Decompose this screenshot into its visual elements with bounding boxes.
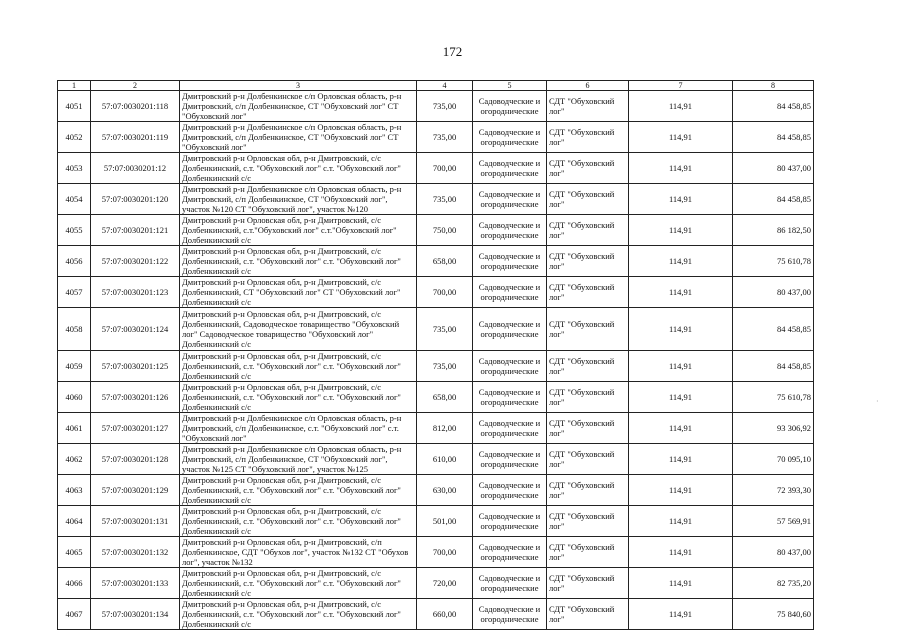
header-row [58,81,814,91]
cell-cadastral-number: 57:07:0030201:129 [91,475,180,506]
margin-mark: · [876,397,879,406]
cell-owner: СДТ "Обуховский лог" [547,599,629,630]
cell-owner: СДТ "Обуховский лог" [547,91,629,122]
page-number: 172 [442,44,463,59]
cell-area: 630,00 [417,475,473,506]
cell-address: Дмитровский р-н Долбенкинское с/п Орловская область, р-н Дмитровский, с/п Долбенкинское, СТ "Обуховский лог", участок №120 СТ "Обуховский лог", участок №120 [180,184,417,215]
cell-address: Дмитровский р-н Орловская обл, р-н Дмитровский, с/с Долбенкинский, с.т. "Обуховский лог" с.т. "Обуховский лог" Долбенкинский с/с [180,351,417,382]
table-row [58,277,814,308]
cell-row-number: 4051 [58,91,91,122]
table-row [58,351,814,382]
cell-area: 658,00 [417,246,473,277]
cell-cadastral-number: 57:07:0030201:133 [91,568,180,599]
cell-area: 735,00 [417,184,473,215]
cell-address: Дмитровский р-н Орловская обл, р-н Дмитровский, с/с Долбенкинский, Садоводческое товарищество "Обуховский лог" Садоводческое товарищество "Обуховский лог" Долбенкинский с/с [180,308,417,351]
cell-specific-value: 114,91 [629,91,733,122]
cell-specific-value: 114,91 [629,308,733,351]
cell-specific-value: 114,91 [629,444,733,475]
cell-address: Дмитровский р-н Долбенкинское с/п Орловская область, р-н Дмитровский, с/п Долбенкинское, СТ "Обуховский лог", участок №125 СТ "Обуховский лог", участок №125 [180,444,417,475]
cell-cadastral-number: 57:07:0030201:118 [91,91,180,122]
cell-address: Дмитровский р-н Орловская обл, р-н Дмитровский, с/с Долбенкинский, СТ "Обуховский лог" СТ "Обуховский лог" Долбенкинский с/с [180,277,417,308]
cell-area: 750,00 [417,215,473,246]
cell-specific-value: 114,91 [629,506,733,537]
cell-address: Дмитровский р-н Долбенкинское с/п Орловская область, р-н Дмитровский, с/п Долбенкинское, СТ "Обуховский лог" СТ "Обуховский лог" [180,122,417,153]
cell-permitted-use: Садоводческие и огороднические [473,382,547,413]
cell-permitted-use: Садоводческие и огороднические [473,277,547,308]
cell-area: 700,00 [417,277,473,308]
cell-row-number: 4059 [58,351,91,382]
cell-permitted-use: Садоводческие и огороднические [473,506,547,537]
cell-row-number: 4062 [58,444,91,475]
cell-address: Дмитровский р-н Орловская обл, р-н Дмитровский, с/с Долбенкинский, с.т. "Обуховский лог" с.т. "Обуховский лог" Долбенкинский с/с [180,382,417,413]
cell-owner: СДТ "Обуховский лог" [547,568,629,599]
cell-row-number: 4063 [58,475,91,506]
cell-area: 700,00 [417,537,473,568]
col-header-4: 4 [417,81,473,91]
cell-specific-value: 114,91 [629,568,733,599]
cell-row-number: 4067 [58,599,91,630]
cell-area: 812,00 [417,413,473,444]
table-row [58,246,814,277]
cell-permitted-use: Садоводческие и огороднические [473,444,547,475]
cell-cadastral-value: 93 306,92 [733,413,814,444]
cell-permitted-use: Садоводческие и огороднические [473,153,547,184]
cell-owner: СДТ "Обуховский лог" [547,537,629,568]
col-header-7: 7 [629,81,733,91]
cell-row-number: 4054 [58,184,91,215]
cell-owner: СДТ "Обуховский лог" [547,246,629,277]
cell-address: Дмитровский р-н Орловская обл, р-н Дмитровский, с/с Долбенкинский, с.т. "Обуховский лог" с.т. "Обуховский лог" Долбенкинский с/с [180,246,417,277]
cell-address: Дмитровский р-н Орловская обл, р-н Дмитровский, с/с Долбенкинский, с.т. "Обуховский лог" с.т. "Обуховский лог" Долбенкинский с/с [180,599,417,630]
cell-owner: СДТ "Обуховский лог" [547,215,629,246]
cell-owner: СДТ "Обуховский лог" [547,413,629,444]
cell-specific-value: 114,91 [629,153,733,184]
cell-area: 610,00 [417,444,473,475]
cell-permitted-use: Садоводческие и огороднические [473,184,547,215]
cell-area: 660,00 [417,599,473,630]
cell-address: Дмитровский р-н Орловская обл, р-н Дмитровский, с/с Долбенкинский, с.т."Обуховский лог" с.т."Обуховский лог" Долбенкинский с/с [180,215,417,246]
cell-address: Дмитровский р-н Орловская обл, р-н Дмитровский, с/с Долбенкинский, с.т. "Обуховский лог" с.т. "Обуховский лог" Долбенкинский с/с [180,153,417,184]
cell-cadastral-value: 75 610,78 [733,382,814,413]
cell-permitted-use: Садоводческие и огороднические [473,215,547,246]
cell-specific-value: 114,91 [629,537,733,568]
cell-permitted-use: Садоводческие и огороднические [473,308,547,351]
cell-owner: СДТ "Обуховский лог" [547,351,629,382]
cell-row-number: 4052 [58,122,91,153]
cell-row-number: 4066 [58,568,91,599]
cell-row-number: 4064 [58,506,91,537]
cell-cadastral-value: 75 610,78 [733,246,814,277]
cell-specific-value: 114,91 [629,351,733,382]
table-row [58,184,814,215]
col-header-3: 3 [180,81,417,91]
cell-area: 658,00 [417,382,473,413]
table-row [58,91,814,122]
cell-area: 735,00 [417,122,473,153]
cell-permitted-use: Садоводческие и огороднические [473,246,547,277]
cell-cadastral-value: 84 458,85 [733,184,814,215]
cell-row-number: 4058 [58,308,91,351]
cell-cadastral-number: 57:07:0030201:128 [91,444,180,475]
cell-cadastral-number: 57:07:0030201:119 [91,122,180,153]
cell-address: Дмитровский р-н Орловская обл, р-н Дмитровский, с/с Долбенкинский, с.т. "Обуховский лог" с.т. "Обуховский лог" Долбенкинский с/с [180,568,417,599]
cell-cadastral-number: 57:07:0030201:131 [91,506,180,537]
cell-permitted-use: Садоводческие и огороднические [473,475,547,506]
col-header-1: 1 [58,81,91,91]
table-row [58,382,814,413]
cell-cadastral-number: 57:07:0030201:122 [91,246,180,277]
col-header-2: 2 [91,81,180,91]
table-row [58,215,814,246]
cell-area: 735,00 [417,351,473,382]
cell-cadastral-value: 86 182,50 [733,215,814,246]
cell-cadastral-value: 80 437,00 [733,153,814,184]
cell-cadastral-value: 82 735,20 [733,568,814,599]
table-row [58,537,814,568]
cell-address: Дмитровский р-н Орловская обл, р-н Дмитровский, с/с Долбенкинский, с.т. "Обуховский лог" с.т. "Обуховский лог" Долбенкинский с/с [180,475,417,506]
cell-permitted-use: Садоводческие и огороднические [473,413,547,444]
cell-specific-value: 114,91 [629,122,733,153]
cell-area: 501,00 [417,506,473,537]
cell-specific-value: 114,91 [629,382,733,413]
cell-specific-value: 114,91 [629,599,733,630]
cell-cadastral-value: 72 393,30 [733,475,814,506]
cell-area: 735,00 [417,308,473,351]
table-row [58,475,814,506]
cell-cadastral-value: 84 458,85 [733,91,814,122]
cell-cadastral-value: 80 437,00 [733,537,814,568]
cell-specific-value: 114,91 [629,184,733,215]
land-plot-table [57,80,814,630]
cell-specific-value: 114,91 [629,215,733,246]
cell-owner: СДТ "Обуховский лог" [547,475,629,506]
table-row [58,308,814,351]
cell-specific-value: 114,91 [629,413,733,444]
cell-address: Дмитровский р-н Долбенкинское с/п Орловская область, р-н Дмитровский, с/п Долбенкинское, СТ "Обуховский лог" СТ "Обуховский лог" [180,91,417,122]
cell-cadastral-value: 80 437,00 [733,277,814,308]
table-row [58,506,814,537]
cell-cadastral-number: 57:07:0030201:132 [91,537,180,568]
cell-area: 735,00 [417,91,473,122]
cell-specific-value: 114,91 [629,277,733,308]
cell-owner: СДТ "Обуховский лог" [547,308,629,351]
cell-cadastral-number: 57:07:0030201:123 [91,277,180,308]
cell-cadastral-number: 57:07:0030201:127 [91,413,180,444]
cell-owner: СДТ "Обуховский лог" [547,153,629,184]
cell-owner: СДТ "Обуховский лог" [547,184,629,215]
col-header-6: 6 [547,81,629,91]
cell-cadastral-number: 57:07:0030201:124 [91,308,180,351]
cell-specific-value: 114,91 [629,475,733,506]
cell-cadastral-value: 57 569,91 [733,506,814,537]
cell-cadastral-number: 57:07:0030201:121 [91,215,180,246]
cell-permitted-use: Садоводческие и огороднические [473,537,547,568]
col-header-5: 5 [473,81,547,91]
cell-cadastral-value: 84 458,85 [733,122,814,153]
cell-row-number: 4053 [58,153,91,184]
cell-cadastral-number: 57:07:0030201:126 [91,382,180,413]
cell-permitted-use: Садоводческие и огороднические [473,568,547,599]
cell-cadastral-value: 70 095,10 [733,444,814,475]
table-row [58,153,814,184]
table-row [58,413,814,444]
cell-cadastral-number: 57:07:0030201:134 [91,599,180,630]
cell-row-number: 4056 [58,246,91,277]
cell-cadastral-number: 57:07:0030201:12 [91,153,180,184]
cell-cadastral-value: 75 840,60 [733,599,814,630]
cell-permitted-use: Садоводческие и огороднические [473,599,547,630]
cell-row-number: 4055 [58,215,91,246]
cell-cadastral-value: 84 458,85 [733,351,814,382]
cell-address: Дмитровский р-н Долбенкинское с/п Орловская область, р-н Дмитровский, с/п Долбенкинское, с.т. "Обуховский лог" с.т. "Обуховский лог" [180,413,417,444]
cell-owner: СДТ "Обуховский лог" [547,506,629,537]
col-header-8: 8 [733,81,814,91]
table-row [58,599,814,630]
cell-permitted-use: Садоводческие и огороднические [473,351,547,382]
cell-address: Дмитровский р-н Орловская обл, р-н Дмитровский, с/п Долбенкинское, СДТ "Обухов лог", участок №132 СТ "Обухов лог", участок №132 [180,537,417,568]
table-row [58,122,814,153]
cell-row-number: 4061 [58,413,91,444]
cell-specific-value: 114,91 [629,246,733,277]
cell-cadastral-number: 57:07:0030201:125 [91,351,180,382]
cell-row-number: 4060 [58,382,91,413]
cell-row-number: 4057 [58,277,91,308]
cell-area: 700,00 [417,153,473,184]
cell-owner: СДТ "Обуховский лог" [547,122,629,153]
cell-area: 720,00 [417,568,473,599]
cell-row-number: 4065 [58,537,91,568]
cell-cadastral-number: 57:07:0030201:120 [91,184,180,215]
table-row [58,444,814,475]
cell-permitted-use: Садоводческие и огороднические [473,122,547,153]
cell-owner: СДТ "Обуховский лог" [547,277,629,308]
cell-owner: СДТ "Обуховский лог" [547,382,629,413]
cell-address: Дмитровский р-н Орловская обл, р-н Дмитровский, с/с Долбенкинский, с.т. "Обуховский лог" с.т. "Обуховский лог" Долбенкинский с/с [180,506,417,537]
cell-cadastral-value: 84 458,85 [733,308,814,351]
cell-owner: СДТ "Обуховский лог" [547,444,629,475]
table-row [58,568,814,599]
cell-permitted-use: Садоводческие и огороднические [473,91,547,122]
